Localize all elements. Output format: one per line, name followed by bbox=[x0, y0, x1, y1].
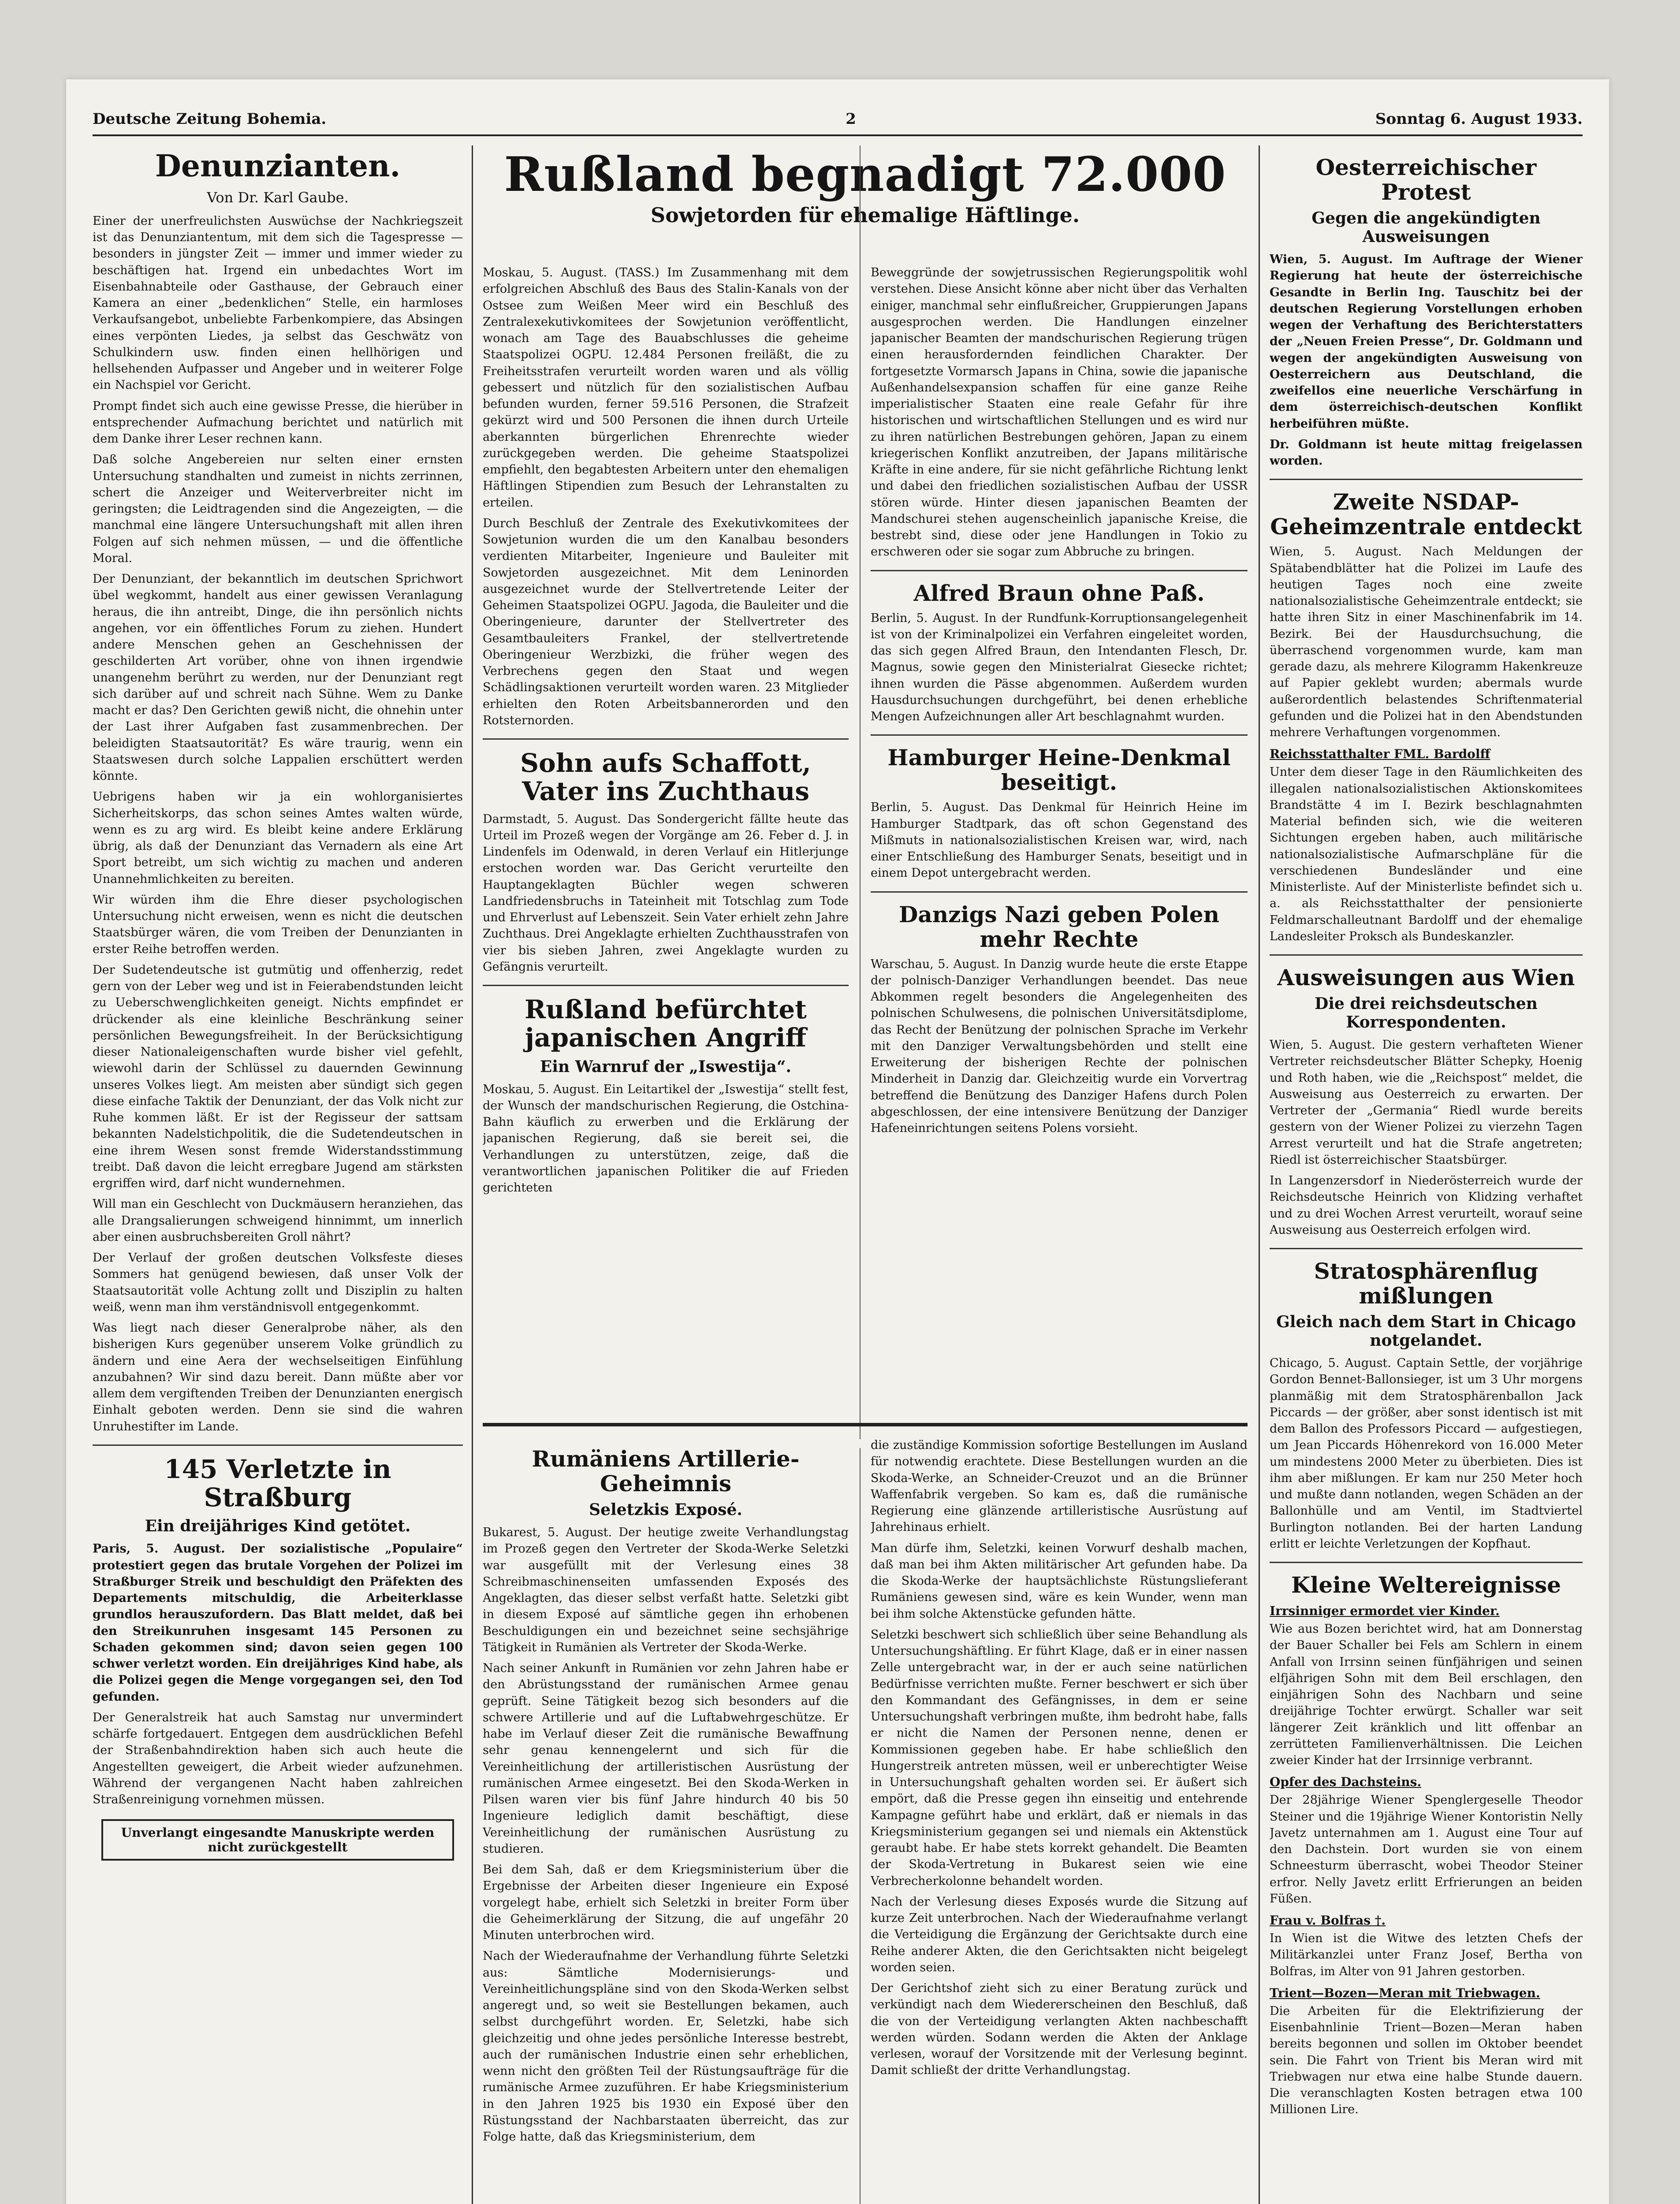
column-rule bbox=[1259, 145, 1260, 2204]
paragraph: Wien, 5. August. Nach Meldungen der Spätabendblätter hat die Polizei im Laufe des heutigen Tages noch eine zweite nationalsozialistische Geheimzentrale entdeckt; sie hatte ihren Sitz in einer Maschinenfabrik im 14. Bezirk. Bei der Hausdurchsuchung, die überraschend vorgenommen wurde, kam man gerade dazu, als mehrere Kilogramm Hakenkreuze auf Papier geklebt wurden; abermals wurde außerordentlich belastendes Schriftenmaterial gefunden und die Polizei hat in den Abendstunden mehrere Verhaftungen vorgenommen. bbox=[1270, 545, 1583, 739]
section-kicker: Trient—Bozen—Meran mit Triebwagen. bbox=[1270, 1985, 1540, 2000]
paragraph: Nach der Wiederaufnahme der Verhandlung führte Seletzki aus: Sämtliche Modernisierungs- und Vereinheitlichungspläne sind von den Skoda-Werken selbst angeregt und, so weit sie Bestellungen bekamen, auch selbst durchgeführt worden. Er, Seletzki, habe sich gleichzeitig und ohne jedes persönliche Interesse bestrebt, auch der rumänischen Industrie einen sehr erheblichen, wenn nicht den größten Teil der Rüstungsaufträge für die rumänische Armee zuzuführen. Er habe Kriegsministerium in den Jahren 1925 bis 1930 ein Exposé über den Rüstungsstand der Nachbarstaaten überreicht, das zur Folge hatte, daß das Kriegsministerium, dem bbox=[483, 1949, 849, 2144]
paragraph: Durch Beschluß der Zentrale des Exekutivkomitees der Sowjetunion wurden die um den Kanalbau besonders verdienten Mitarbeiter, Ingenieure und Bauleiter mit Sowjetorden ausgezeichnet. Mit dem Leninorden ausgezeichnet wurde der Stellvertretende Leiter der Geheimen Staatspolizei OGPU. Jagoda, die Bauleiter und die Oberingenieure, darunter der Stellvertreter des Gesamtbauleiters Frankel, der stellvertretende Oberingenieur Werzbizki, die früher wegen des Verbrechens gegen den Staat und wegen Schädlingsaktionen verurteilt worden waren. 23 Mitglieder erhielten den Roten Arbeitsbannerorden und den Rotsternorden. bbox=[483, 516, 849, 727]
section-divider bbox=[871, 570, 1248, 571]
lead-story bbox=[483, 145, 1248, 240]
running-header bbox=[93, 106, 1583, 132]
section-divider bbox=[483, 738, 849, 740]
paragraph: Will man ein Geschlecht von Duckmäusern heranziehen, das alle Drangsalierungen schweigend hinnimmt, um innerlich aber einen ausbruchsbereiten Groll nährt? bbox=[93, 1197, 463, 1244]
column-left bbox=[93, 145, 463, 2204]
paragraph: Nach seiner Ankunft in Rumänien vor zehn Jahren habe er den Abrüstungsstand der rumänischen Armee genau geprüft. Seine Tätigkeit bezog sich besonders auf die schwere Artillerie und auf die Luftabwehrgeschütze. Er habe im Verlauf dieser Zeit die rumänische Bewaffnung sehr genau kennengelernt und sich für die Vereinheitlichung der artilleristischen Ausrüstung der rumänischen Armee eingesetzt. Bei den Skoda-Werken in Pilsen waren vier bis fünf Jahre hindurch 40 bis 50 Ingenieure lediglich damit beschäftigt, diese Vereinheitlichung der rumänischen Ausrüstung zu studieren. bbox=[483, 1661, 849, 1856]
article-title: Sohn aufs Schaffott, Vater ins Zuchthaus bbox=[520, 748, 811, 806]
paragraph: Beweggründe der sowjetrussischen Regierungspolitik wohl verstehen. Diese Ansicht könne aber nicht über das Verhalten einiger, manchmal sehr einflußreicher, Gruppierungen Japans ausgesprochen werden. Die Handlungen einzelner japanischer Beamten der mandschurischen Regierung trügen einen herausfordernden feindlichen Charakter. Der fortgesetzte Vormarsch Japans in China, sowie die japanische Außenhandelsexpansion schaffen für eine ganze Reihe imperialistischer Staaten eine reale Gefahr für ihre historischen und wirtschaftlichen Stellungen und es wird nur zu ihren natürlichen Bestrebungen gehören, Japan zu einem kriegerischen Konflikt anzutreiben, der Japans militärische Kräfte in eine andere, für sie nicht gefährliche Richtung lenkt und dabei den friedlichen sozialistischen Aufbau der USSR stören würde. Hinter diesen japanischen Beamten der Mandschurei stehen augenscheinlich japanische Kreise, die bestrebt sind, diese oder jene Handlungen in Tokio zu erschweren oder sie sogar zum Abbruche zu bringen. bbox=[871, 266, 1248, 559]
article-title: Ausweisungen aus Wien bbox=[1277, 964, 1575, 990]
paragraph: Bei dem Sah, daß er dem Kriegsministerium über die Ergebnisse der Arbeiten dieser Ingenieure ein Exposé vorgelegt habe, erhielt sich Seletzki in breiter Form über die Geheimerklärung der Sitzung, die auf ungefähr 20 Minuten unterbrochen wird. bbox=[483, 1863, 849, 1942]
section-divider bbox=[1270, 479, 1583, 480]
header-rule bbox=[93, 134, 1583, 136]
article-title: Alfred Braun ohne Paß. bbox=[913, 580, 1205, 606]
section-divider bbox=[93, 1445, 463, 1446]
column-center-left-lower bbox=[483, 1437, 849, 2204]
editorial-notice: Unverlangt eingesandte Manuskripte werden nicht zurückgestellt bbox=[101, 1819, 454, 1861]
paragraph: Seletzki beschwert sich schließlich über seine Behandlung als Untersuchungshäftling. Er führt Klage, daß er in einer nassen Zelle untergebracht war, in der er auch seine natürlichen Bedürfnisse verrichten mußte. Ferner beschwert er sich über den Kommandant des Gefängnisses, in dem er seine Untersuchungshaft verbringen mußte, ihm bedroht habe, falls er nicht die Namen der Personen nenne, denen er Kommissionen gegeben habe. Er habe schließlich den Hungerstreik antreten müssen, weil er unberechtigter Weise in Untersuchungshaft gehalten worden sei. Er äußert sich empört, daß die Presse gegen ihn einseitig und entehrende Kampagne geführt habe und erklärt, daß er niemals in das Kriegsministerium gegangen sei und niemals ein Aktenstück geraubt habe. Er habe stets korrekt gehandelt. Die Beamten der Skoda-Vertretung in Bukarest seien wie eine Verbrecherkolonne behandelt worden. bbox=[871, 1627, 1248, 1888]
article-byline: Von Dr. Karl Gaube. bbox=[207, 189, 349, 206]
article-title: Stratosphärenflug mißlungen bbox=[1314, 1258, 1538, 1309]
paragraph: In Wien ist die Witwe des letzten Chefs der Militärkanzlei unter Franz Josef, Bertha von Bolfras, im Alter von 91 Jahren gestorben. bbox=[1270, 1932, 1583, 1978]
paragraph: Der Verlauf der großen deutschen Volksfeste dieses Sommers hat genügend bewiesen, daß unser Volk der Staatsautorität volle Achtung zollt und Disziplin zu halten weiß, wenn man ihm verständnisvoll entgegenkommt. bbox=[93, 1251, 463, 1314]
article-title: Kleine Weltereignisse bbox=[1291, 1572, 1561, 1598]
paragraph: Der Denunziant, der bekanntlich im deutschen Sprichwort übel wegkommt, handelt aus einer gewissen Veranlagung heraus, die ihn antreibt, Dinge, die ihn persönlich nichts angehen, vor ein öffentliches Forum zu ziehen. Hundert andere Menschen gehen an Geschehnissen der geschilderten Art vorüber, ohne von ihnen irgendwie unangenehm berührt zu werden, nur der Denunziant regt sich darüber auf und schreit nach Sühne. Wem zu Danke macht er das? Den Gerichten gewiß nicht, die ohnehin unter der Last ihrer Aufgaben fast zusammenbrechen. Der beleidigten Staatsautorität? Es wäre traurig, wenn ein Staatswesen durch solche Lappalien erschüttert werden könnte. bbox=[93, 572, 463, 783]
article-title: Rumäniens Artillerie-Geheimnis bbox=[532, 1446, 800, 1497]
section-divider bbox=[871, 734, 1248, 736]
paragraph: Moskau, 5. August. (TASS.) Im Zusammenhang mit dem erfolgreichen Abschluß des Baus des Stalin-Kanals von der Ostsee zum Weißen Meer wird ein Beschluß des Zentralexekutivkomitees der Sowjetunion veröffentlicht, wonach am Tage des Bauabschlusses die geheime Staatspolizei OGPU. 12.484 Personen freiläßt, die zu Freiheitsstrafen verurteilt worden waren und als völlig gebessert und nützlich für den sozialistischen Aufbau befunden wurden, ferner 59.516 Personen, die Strafzeit gekürzt wird und 500 Personen die ihnen durch Urteile aberkannten bürgerlichen Ehrenrechte wieder zurückgegeben werden. Die geheime Staatspolizei empfiehlt, den begabtesten Arbeitern unter den ehemaligen Häftlingen Stipendien zum Besuch der Lehranstalten zu erteilen. bbox=[483, 266, 849, 510]
newspaper-page bbox=[66, 79, 1609, 2204]
section-kicker: Opfer des Dachsteins. bbox=[1270, 1775, 1422, 1790]
column-center-right-lower bbox=[871, 1437, 1248, 2204]
paragraph: Der Sudetendeutsche ist gutmütig und offenherzig, redet gern von der Leber weg und ist in Feierabendstunden leicht zu Ueberschwenglichkeiten geneigt. Nichts empfindet er drückender als eine kleinliche Beschränkung seiner persönlichen Bewegungsfreiheit. In der Berücksichtigung dieser Nationaleigenschaften wurde bisher viel gefehlt, wiewohl darin der Schlüssel zu dauernden Gewinnung unseres Volkes liegt. Am meisten aber sündigt sich gegen diese einfache Taktik der Denunziant, der das Volk nicht zur Ruhe kommen läßt. Er ist der Regisseur der sattsam bekannten Nadelstichpolitik, die die Sudetendeutschen in eine ihrem Wesen sonst fremde Widerstandsstimmung treibt. Daß davon die leicht erregbare Jugend am stärksten ergriffen wird, darf nicht wundernehmen. bbox=[93, 963, 463, 1191]
article-title: Oesterreichischer Protest bbox=[1315, 154, 1537, 205]
paragraph: Wir würden ihm die Ehre dieser psychologischen Untersuchung nicht erweisen, wenn es nicht die deutschen Staatsbürger wären, die vom Treiben der Denunzianten in erster Reihe betroffen werden. bbox=[93, 893, 463, 956]
article-title: Danzigs Nazi geben Polen mehr Rechte bbox=[899, 901, 1219, 952]
paragraph: Moskau, 5. August. Ein Leitartikel der „Iswestija“ stellt fest, der Wunsch der mandschurischen Regierung, die Ostchina-Bahn käuflich zu erwerben und die Erklärung der japanischen Regierung, daß sie bereit sei, die Verhandlungen zu unterstützen, zeige, daß die verantwortlichen japanischen Politiker die auf Frieden gerichteten bbox=[483, 1082, 849, 1195]
paragraph: Bukarest, 5. August. Der heutige zweite Verhandlungstag im Prozeß gegen den Vertreter der Skoda-Werke Seletzki war ausgefüllt mit der Verlesung eines 38 Schreibmaschinenseiten umfassenden Exposés des Angeklagten, das dieser selbst verfaßt hatte. Seletzki gibt in diesem Exposé auf sämtliche gegen ihn erhobenen Beschuldigungen ein und bezeichnet seine sechsjährige Tätigkeit in Rumänien als Vertreter der Skoda-Werke. bbox=[483, 1526, 849, 1654]
article-subtitle: Ein Warnruf der „Iswestija“. bbox=[540, 1057, 792, 1076]
paragraph: Einer der unerfreulichsten Auswüchse der Nachkriegszeit ist das Denunziantentum, mit dem sich die Tagespresse — besonders in jüngster Zeit — immer und immer wieder zu beschäftigen hat. Irgend ein unbedachtes Wort im Eisenbahnabteile oder Gasthause, der Gebrauch einer Kamera an einer „bedenklichen“ Stelle, ein harmloses Verkaufsangebot, unbeliebte Farbenkompiere, das Absingen eines verpönten Liedes, ja selbst das Geschwätz von Schulkindern usw. finden einen hellhörigen und hellsehenden Aufpasser und Angeber und in weiterer Folge ein Nachspiel vor Gericht. bbox=[93, 214, 463, 392]
column-right bbox=[1270, 145, 1583, 2204]
paragraph: Darmstadt, 5. August. Das Sondergericht fällte heute das Urteil im Prozeß wegen der Vorgänge am 26. Feber d. J. in Lindenfels im Odenwald, in deren Verlauf ein Hitlerjunge erstochen worden war. Das Gericht verurteilte den Hauptangeklagten Büchler wegen schweren Landfriedensbruchs in Tateinheit mit Totschlag zum Tode und Ehrverlust auf Lebenszeit. Sein Vater erhielt zehn Jahre Zuchthaus. Drei Angeklagte erhielten Zuchthausstrafen von vier bis sieben Jahren, zwei Angeklagte wurden zu Gefängnis verurteilt. bbox=[483, 812, 849, 974]
paragraph: Was liegt nach dieser Generalprobe näher, als den bisherigen Kurs gegenüber unserem Volke gründlich zu ändern und eine Aera der wechselseitigen Einfühlung anzubahnen? Wir sind dazu bereit. Dann müßte aber vor allem dem vergiftenden Treiben der Denunzianten energisch Einhalt geboten werden. Denn sie sind die wahren Unruhestifter im Lande. bbox=[93, 1321, 463, 1433]
section-divider bbox=[1270, 1248, 1583, 1249]
section-divider bbox=[1270, 954, 1583, 956]
paper-name: Deutsche Zeitung Bohemia. bbox=[93, 110, 327, 128]
paragraph: Unter dem dieser Tage in den Räumlichkeiten des illegalen nationalsozialistischen Aktionskomitees Brandstätte 4 im I. Bezirk beschlagnahmten Material befinden sich, wie die weiteren Sichtungen ergeben haben, auch militärische nationalsozialistische Aufmarschpläne für die verschiedenen Bundesländer und eine Ministerliste. Auf der Ministerliste befindet sich u. a. als Reichsstatthalter der pensionierte Feldmarschalleutnant Bardolff und der ehemalige Landesleiter Proksch als Bundeskanzler. bbox=[1270, 765, 1583, 943]
article-subtitle: Seletzkis Exposé. bbox=[589, 1500, 742, 1519]
paragraph: Prompt findet sich auch eine gewisse Presse, die hierüber in entsprechender Aufmachung berichtet und natürlich mit dem Danke ihrer Leser rechnen kann. bbox=[93, 399, 463, 446]
section-kicker: Reichsstatthalter FML. Bardolff bbox=[1270, 747, 1490, 762]
column-center-right bbox=[871, 264, 1248, 1411]
paragraph: Uebrigens haben wir ja ein wohlorganisiertes Sicherheitskorps, das schon seines Amtes walten würde, wenn es zu arg wird. Es bleibt keine andere Erklärung übrig, als daß der Denunziant das Vernadern als eine Art Sport betreibt, um sich wichtig zu machen und anderen Unannehmlichkeiten zu bereiten. bbox=[93, 790, 463, 886]
paragraph: Nach der Verlesung dieses Exposés wurde die Sitzung auf kurze Zeit unterbrochen. Nach der Wiederaufnahme verlangt die Verteidigung die Ergänzung der Gerichtsakte durch eine Reihe anderer Akten, die den Gerichtsakten nicht beigelegt worden seien. bbox=[871, 1895, 1248, 1974]
article-title: Rußland befürchtet japanischen Angriff bbox=[524, 994, 807, 1053]
paragraph: Warschau, 5. August. In Danzig wurde heute die erste Etappe der polnisch-Danziger Verhandlungen beendet. Das neue Abkommen regelt besonders die Angelegenheiten des polnischen Schulwesens, die polnischen Universitätsdiplome, das Recht der Benützung der polnischen Sprache im Verkehr mit den Danziger Verwaltungsbehörden und stellt eine Erweiterung der bisherigen Rechte der polnischen Minderheit in Danzig dar. Gleichzeitig wurde ein Vorvertrag betreffend die Benützung des Danziger Hafens durch Polen abgeschlossen, der eine intensivere Benützung der Danziger Hafeneinrichtungen seitens Polens vorsieht. bbox=[871, 957, 1248, 1135]
paragraph: Wie aus Bozen berichtet wird, hat am Donnerstag der Bauer Schaller bei Fels am Schlern in einem Anfall von Irrsinn seinen fünfjährigen und seinen elfjährigen Sohn mit dem Beil erschlagen, den einjährigen Sohn des Nachbarn und seine dreijährige Tochter erwürgt. Schaller war seit längerer Zeit kränklich und litt offenbar an zerrütteten Familienverhältnissen. Die Leichen zweier Kinder hat der Irrsinnige verbrannt. bbox=[1270, 1622, 1583, 1767]
section-divider bbox=[871, 891, 1248, 893]
paragraph: Wien, 5. August. Im Auftrage der Wiener Regierung hat heute der österreichische Gesandte in Berlin Ing. Tauschitz bei der deutschen Regierung Vorstellungen erhoben wegen der Verhaftung des Berichterstatters der „Neuen Freien Presse“, Dr. Goldmann und wegen der angekündigten Ausweisung von Oesterreichern aus Deutschland, die zweifellos eine neuerliche Verschärfung in dem österreichisch-deutschen Konflikt herbeiführen müßte. bbox=[1270, 253, 1583, 431]
article-subtitle: Die drei reichsdeutschen Korrespondenten. bbox=[1315, 994, 1538, 1031]
paragraph: Der Generalstreik hat auch Samstag nur unvermindert schärfe fortgedauert. Entgegen dem ausdrücklichen Befehl der Straßenbahndirektion haben sich auch heute die Angestellten geweigert, die Arbeit wieder aufzunehmen. Während der vergangenen Nacht haben zahlreichen Straßenreinigung vornehmen müssen. bbox=[93, 1710, 463, 1807]
issue-date: Sonntag 6. August 1933. bbox=[1375, 110, 1583, 128]
paragraph: Wien, 5. August. Die gestern verhafteten Wiener Vertreter reichsdeutscher Blätter Schepky, Hoenig und Roth haben, wie die „Reichspost“ meldet, die Ausweisung aus Oesterreich zu erwarten. Der Vertreter der „Germania“ Riedl wurde bereits gestern von der Wiener Polizei zu vierzehn Tagen Arrest verurteilt und hat die Strafe angetreten; Riedl ist österreichischer Staatsbürger. bbox=[1270, 1038, 1583, 1167]
section-kicker: Irrsinniger ermordet vier Kinder. bbox=[1270, 1604, 1500, 1618]
paragraph: Berlin, 5. August. Das Denkmal für Heinrich Heine im Hamburger Stadtpark, das oft schon Gegenstand des Mißmuts in nationalsozialistischen Kreisen war, wird, nach einer Entschließung des Hamburger Senats, beseitigt und in einem Depot untergebracht werden. bbox=[871, 800, 1248, 880]
paragraph: Man dürfe ihm, Seletzki, keinen Vorwurf deshalb machen, daß man bei ihm Akten militärischer Art gefunden habe. Da die Skoda-Werke der hauptsächlichste Rüstungslieferant Rumäniens gewesen sind, wäre es kein Wunder, wenn man bei ihm solche Aktenstücke gefunden hätte. bbox=[871, 1541, 1248, 1621]
paragraph: In Langenzersdorf in Niederösterreich wurde der Reichsdeutsche Heinrich von Klidzing verhaftet und zu drei Wochen Arrest verurteilt, worauf seine Ausweisung aus Oesterreich erfolgen wird. bbox=[1270, 1174, 1583, 1237]
paragraph: Daß solche Angebereien nur selten einer ernsten Untersuchung standhalten und zumeist in nichts zerrinnen, schert die Anzeiger und Weiterverbreiter nicht im geringsten; die Leidtragenden sind die Angezeigten, — die manchmal eine längere Untersuchungshaft mit allen ihren Folgen auf sich nehmen müssen, — und die öffentliche Moral. bbox=[93, 453, 463, 565]
article-title: Zweite NSDAP-Geheimzentrale entdeckt bbox=[1270, 489, 1582, 540]
paragraph: Der 28jährige Wiener Spenglergeselle Theodor Steiner und die 19jährige Wiener Kontoristin Nelly Javetz unternahmen am 1. August eine Tour auf den Dachstein. Dort wurden sie von einem Schneesturm überrascht, wobei Theodor Steiner erfror. Nelly Javetz erlitt Erfrierungen an beiden Füßen. bbox=[1270, 1793, 1583, 1906]
column-center-left bbox=[483, 264, 849, 1411]
article-title: Hamburger Heine-Denkmal beseitigt. bbox=[887, 745, 1231, 796]
paragraph: Die Arbeiten für die Elektrifizierung der Eisenbahnlinie Trient—Bozen—Meran haben bereits begonnen und sollen im Oktober beendet sein. Die Fahrt von Trient bis Meran wird mit Triebwagen nur etwa eine halbe Stunde dauern. Die veranschlagten Kosten betragen etwa 100 Millionen Lire. bbox=[1270, 2004, 1583, 2117]
article-title: 145 Verletzte in Straßburg bbox=[164, 1454, 391, 1512]
paragraph: Dr. Goldmann ist heute mittag freigelassen worden. bbox=[1270, 437, 1583, 468]
paragraph: Chicago, 5. August. Captain Settle, der vorjährige Gordon Bennet-Ballonsieger, ist um 3 Uhr morgens planmäßig mit dem Stratosphärenballon Jack Piccards — der größer, aber sonst identisch ist mit dem Ballon des Professors Piccard — aufgestiegen, um Jean Piccards Höhenrekord von 16.000 Meter um mindestens 2000 Meter zu überbieten. Dies ist ihm aber mißlungen. Er kam nur 250 Meter hoch und mußte dann notlanden, wegen Schäden an der Ballonhülle und am Ventil, im Stadtviertel Burlington notlanden. Bei der harten Landung erlitt er leichte Verletzungen der Kopfhaut. bbox=[1270, 1356, 1583, 1551]
paragraph: Berlin, 5. August. In der Rundfunk-Korruptionsangelegenheit ist von der Kriminalpolizei ein Verfahren eingeleitet worden, das sich gegen Alfred Braun, den Intendanten Flesch, Dr. Magnus, sowie gegen den Ministerialrat Giesecke richtet; ihnen wurden die Pässe abgenommen. Außerdem wurden Hausdurchsuchungen durchgeführt, bei denen erhebliche Mengen Aufzeichnungen aller Art beschlagnahmt wurden. bbox=[871, 611, 1248, 723]
lead-headline: Rußland begnadigt 72.000 bbox=[504, 147, 1226, 202]
article-subtitle: Gegen die angekündigten Ausweisungen bbox=[1311, 209, 1541, 246]
section-divider bbox=[1270, 1562, 1583, 1563]
article-subtitle: Ein dreijähriges Kind getötet. bbox=[145, 1517, 411, 1536]
lead-subheadline: Sowjetorden für ehemalige Häftlinge. bbox=[651, 203, 1080, 227]
section-kicker: Frau v. Bolfras †. bbox=[1270, 1913, 1386, 1928]
article-title: Denunzianten. bbox=[155, 149, 401, 184]
page-number: 2 bbox=[846, 110, 856, 128]
thick-divider bbox=[483, 1423, 1248, 1426]
thick-divider-wrap bbox=[483, 1415, 1248, 1437]
section-divider bbox=[483, 985, 849, 986]
paragraph: Paris, 5. August. Der sozialistische „Populaire“ protestiert gegen das brutale Vorgehen der Polizei im Straßburger Streik und beschuldigt den Präfekten des Departements mitschuldig, die Arbeiterklasse grundlos herauszufordern. Das Blatt meldet, daß bei den Streikunruhen insgesamt 145 Personen zu Schaden gekommen sind; davon seien gegen 100 schwer verletzt worden. Ein dreijähriges Kind habe, als die Polizei gegen die Menge vorgegangen sei, den Tod gefunden. bbox=[93, 1542, 463, 1704]
article-subtitle: Gleich nach dem Start in Chicago notgelandet. bbox=[1276, 1313, 1576, 1350]
paragraph: Der Gerichtshof zieht sich zu einer Beratung zurück und verkündigt nach dem Wiedererscheinen den Beschluß, daß die von der Verteidigung verlangten Akten nachbeschafft werden würden. Sodann werden die Akten der Anklage verlesen, worauf der Vorsitzende mit der Verlesung beginnt. Damit schließt der dritte Verhandlungstag. bbox=[871, 1981, 1248, 2077]
column-rule bbox=[472, 145, 473, 2204]
paragraph: die zuständige Kommission sofortige Bestellungen im Ausland für notwendig erachtete. Diese Bestellungen wurden an die Skoda-Werke, an Schneider-Creuzot und an die Brünner Waffenfabrik vergeben. So kam es, daß die rumänische Regierung eine glänzende artilleristische Ausrüstung auf Jahrehinaus erhielt. bbox=[871, 1438, 1248, 1534]
